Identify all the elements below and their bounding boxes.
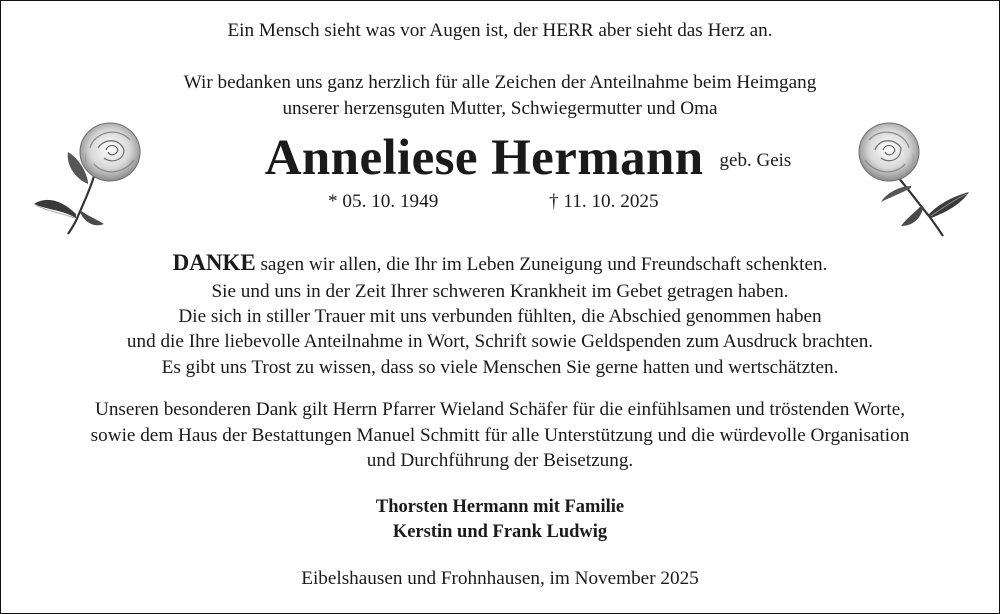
birth-date: * 05. 10. 1949 <box>328 191 439 212</box>
deceased-name: Anneliese Hermann <box>264 130 704 186</box>
signature-1: Thorsten Hermann mit Familie <box>375 497 625 517</box>
place-and-date: Eibelshausen und Frohnhausen, im November 2025 <box>301 568 699 589</box>
danke-line-text: sagen wir allen, die Ihr im Leben Zuneigung und Freundschaft schenkten. <box>255 254 828 275</box>
maiden-name: geb. Geis <box>719 150 792 171</box>
death-date: † 11. 10. 2025 <box>549 191 659 212</box>
paragraph-1-line-2: Sie und uns in der Zeit Ihrer schweren Krankheit im Gebet getragen haben. <box>211 281 789 302</box>
danke-line <box>0 251 1000 276</box>
danke-word: DANKE <box>172 250 256 275</box>
motto: Ein Mensch sieht was vor Augen ist, der HERR aber sieht das Herz an. <box>227 20 773 41</box>
signature-2: Kerstin und Frank Ludwig <box>392 522 608 542</box>
paragraph-2-line-1: Unseren besonderen Dank gilt Herrn Pfarrer Wieland Schäfer für die einfühlsamen und tröstenden Worte, <box>94 399 906 420</box>
paragraph-2-line-2: sowie dem Haus der Bestattungen Manuel Schmitt für alle Unterstützung und die würdevolle Organisation <box>90 425 910 446</box>
intro-line-2: unserer herzensguten Mutter, Schwiegermutter und Oma <box>282 98 718 119</box>
paragraph-1-line-4: und die Ihre liebevolle Anteilnahme in Wort, Schrift sowie Geldspenden zum Ausdruck brachten. <box>126 331 874 352</box>
paragraph-2-line-3: und Durchführung der Beisetzung. <box>366 450 634 471</box>
paragraph-1-line-5: Es gibt uns Trost zu wissen, dass so viele Menschen Sie gerne hatten und wertschätzten. <box>161 357 839 378</box>
paragraph-1-line-3: Die sich in stiller Trauer mit uns verbunden fühlten, die Abschied genommen haben <box>178 306 822 327</box>
intro-line-1: Wir bedanken uns ganz herzlich für alle Zeichen der Anteilnahme beim Heimgang <box>183 72 817 93</box>
name-row <box>0 128 1000 188</box>
